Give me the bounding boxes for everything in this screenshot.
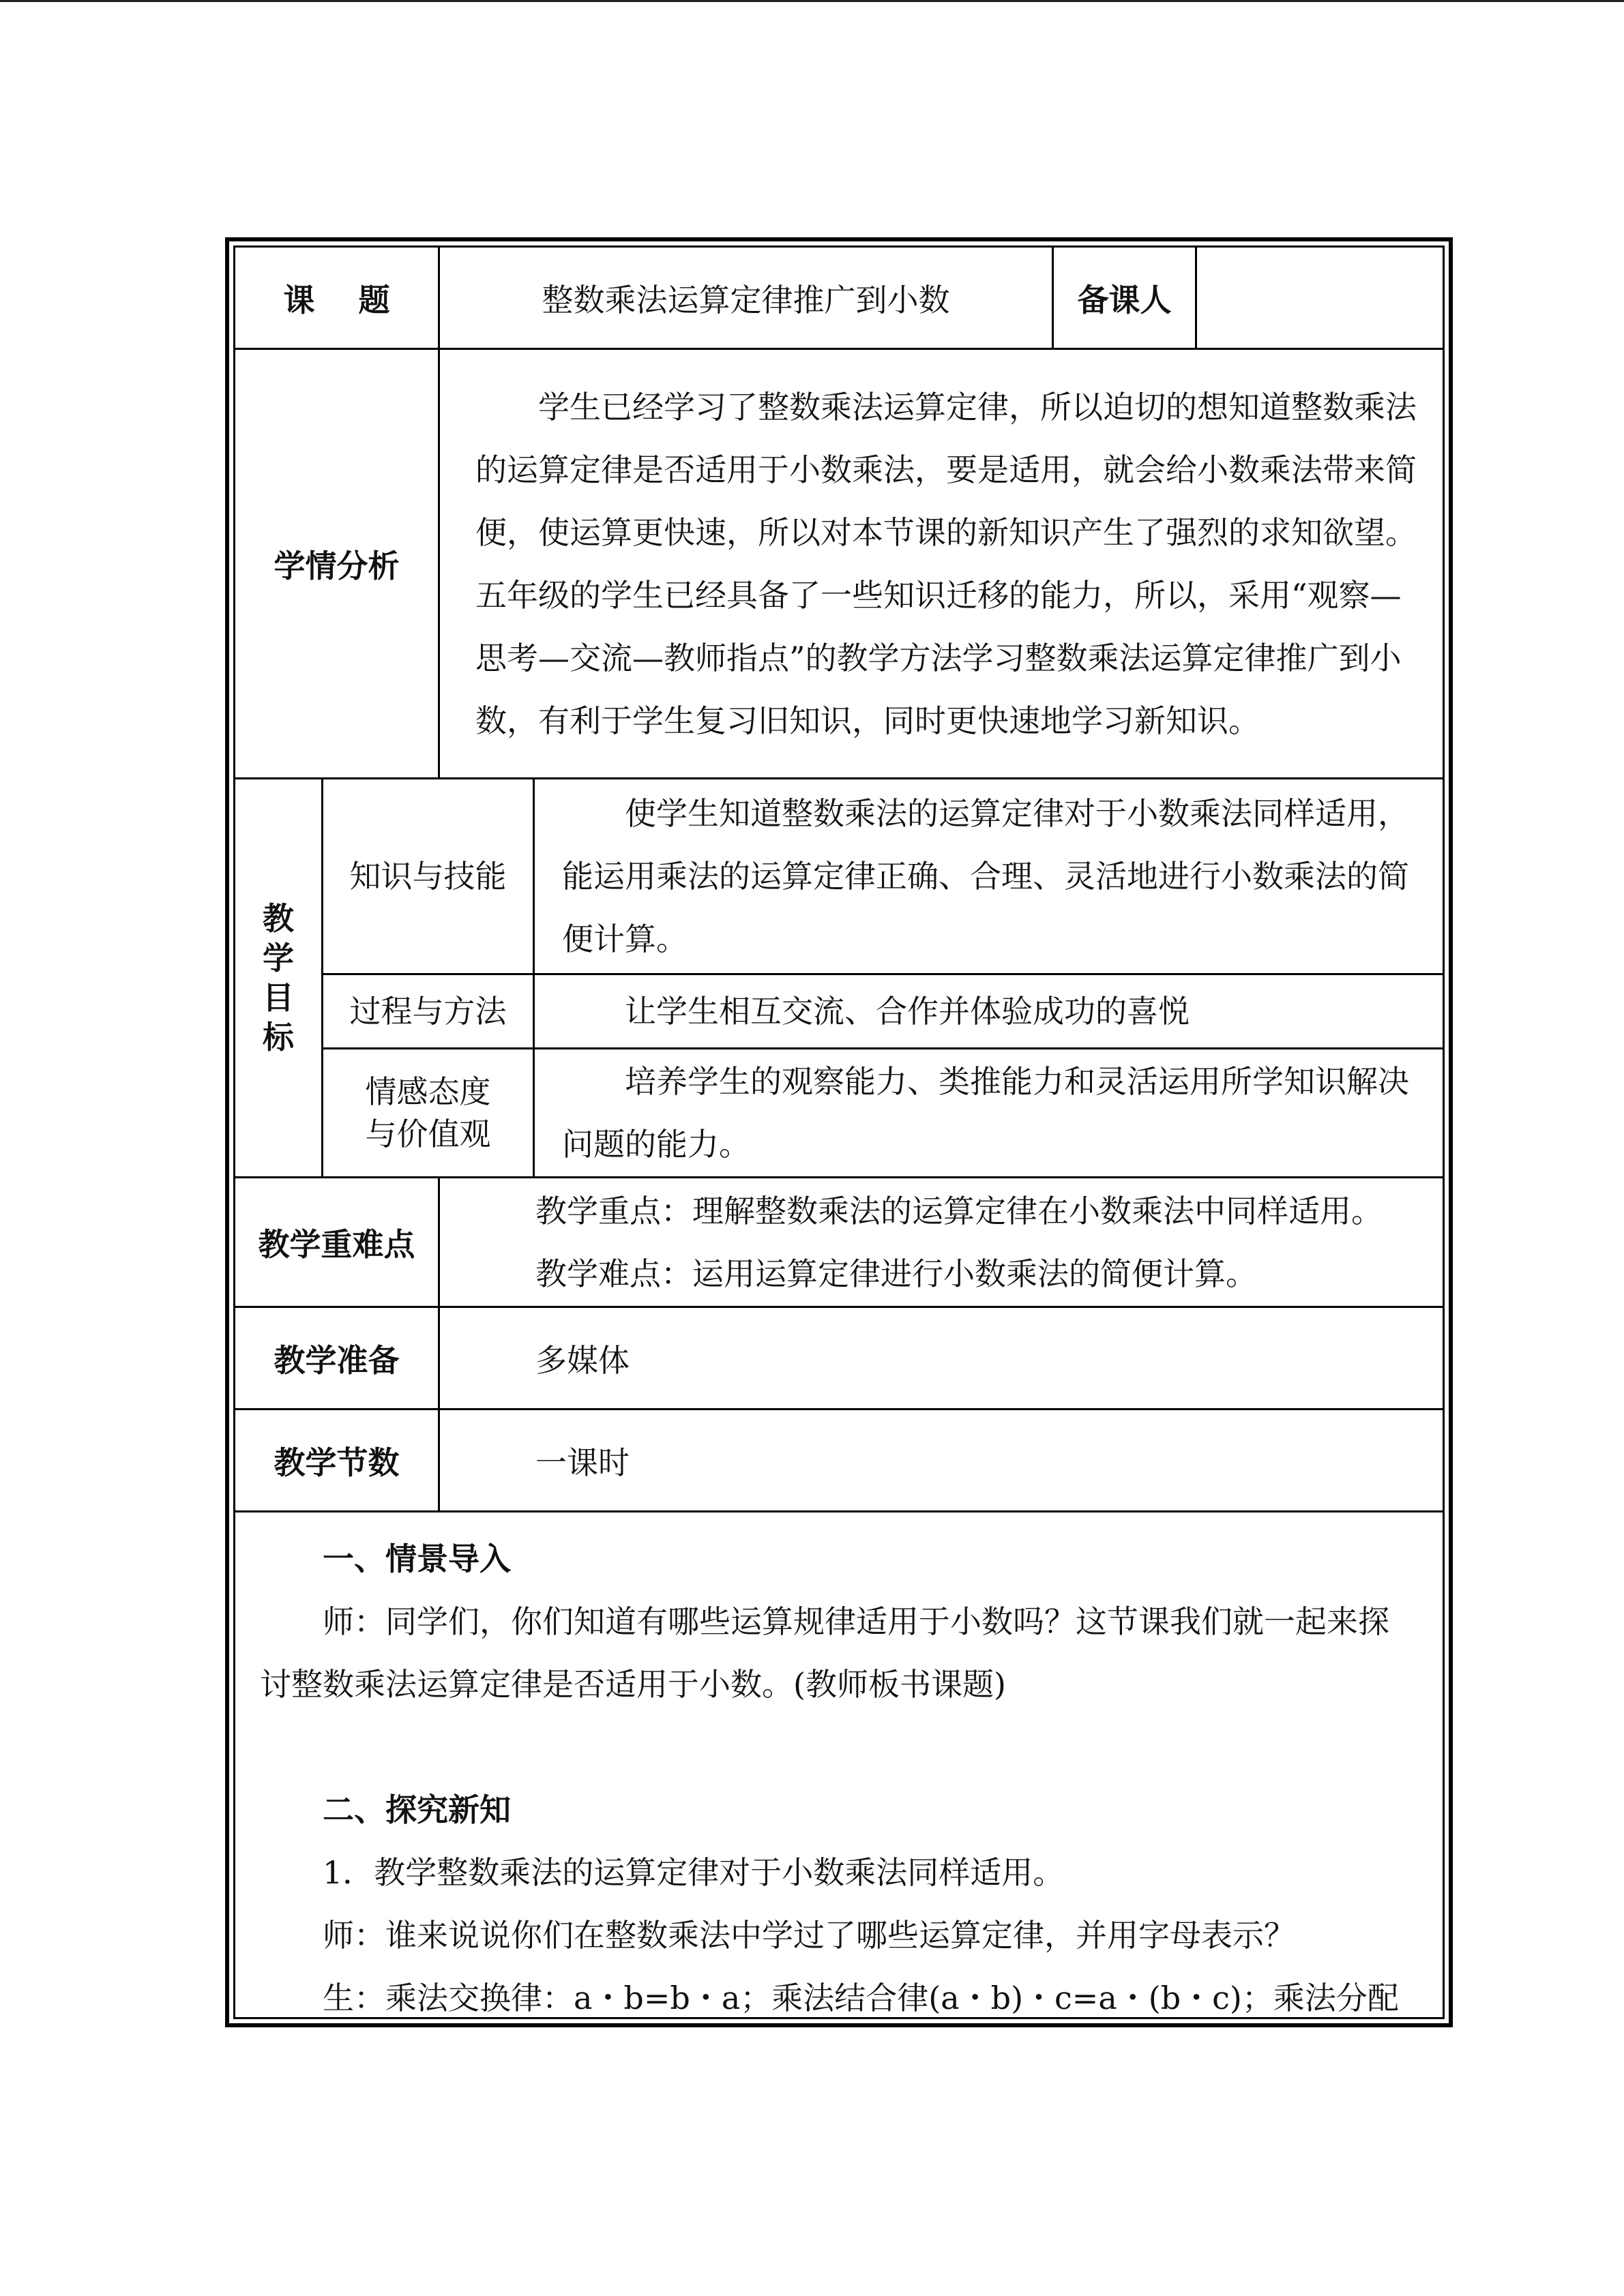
goal-text-cell (535, 1049, 1443, 1176)
goals-rows (323, 779, 1443, 1176)
goal-text: 培养学生的观察能力、类推能力和灵活运用所学知识解决问题的能力。 (562, 1063, 1409, 1163)
periods-label: 教学节数 (235, 1410, 440, 1510)
goals-label-char: 学 (263, 940, 294, 976)
goals-label (235, 779, 323, 1176)
goal-row-knowledge (323, 779, 1443, 975)
analysis-row (235, 350, 1443, 779)
goal-name (323, 1049, 535, 1176)
periods-row (235, 1410, 1443, 1512)
goals-label-char: 标 (263, 1019, 294, 1056)
lesson-plan-table (225, 237, 1453, 2027)
section-heading: 一、情景导入 (323, 1540, 511, 1577)
process-row (235, 1512, 1443, 2017)
process-paragraph: 师：同学们，你们知道有哪些运算规律适用于小数吗？这节课我们就一起来探讨整数乘法运算定律是否适用于小数。(教师板书课题) (260, 1603, 1389, 1703)
goal-text-cell (535, 975, 1443, 1047)
page-top-border (0, 0, 1624, 2)
goal-name-text: 情感态度与价值观 (365, 1073, 491, 1152)
periods-value: 一课时 (535, 1444, 630, 1481)
key-points-row (235, 1178, 1443, 1308)
process-paragraph: 师：谁来说说你们在整数乘法中学过了哪些运算定律，并用字母表示？ (323, 1917, 1295, 1954)
preparation-row (235, 1308, 1443, 1410)
goal-text-cell (535, 779, 1443, 973)
key-difficulty: 教学难点：运用运算定律进行小数乘法的简便计算。 (535, 1255, 1257, 1292)
section-heading: 二、探究新知 (323, 1791, 511, 1828)
lesson-plan-table-inner (233, 245, 1445, 2019)
key-points-cell (440, 1178, 1443, 1306)
preparation-label: 教学准备 (235, 1308, 440, 1408)
goal-name: 过程与方法 (323, 975, 535, 1047)
topic-label: 课 题 (235, 248, 440, 348)
preparer-value (1197, 248, 1443, 348)
goal-name: 知识与技能 (323, 779, 535, 973)
key-focus: 教学重点：理解整数乘法的运算定律在小数乘法中同样适用。 (535, 1193, 1383, 1229)
goal-row-process (323, 975, 1443, 1049)
goals-label-char: 目 (263, 979, 294, 1016)
process-paragraph: 1．教学整数乘法的运算定律对于小数乘法同样适用。 (323, 1854, 1065, 1891)
analysis-label: 学情分析 (235, 350, 440, 777)
topic-value: 整数乘法运算定律推广到小数 (440, 248, 1054, 348)
key-points-label: 教学重难点 (235, 1178, 440, 1306)
goals-label-char: 教 (263, 900, 294, 937)
process-cell (235, 1512, 1443, 2017)
preparer-label: 备课人 (1054, 248, 1197, 348)
analysis-cell (440, 350, 1443, 777)
blank-line (260, 1716, 1402, 1778)
goals-section (235, 779, 1443, 1178)
goal-row-attitude (323, 1049, 1443, 1176)
process-paragraph: 生：乘法交换律：a・b=b・a；乘法结合律(a・b)・c=a・(b・c)；乘法分配 (323, 1980, 1399, 2016)
goal-text: 使学生知道整数乘法的运算定律对于小数乘法同样适用，能运用乘法的运算定律正确、合理、灵活地进行小数乘法的简便计算。 (562, 795, 1409, 957)
analysis-text: 学生已经学习了整数乘法运算定律，所以迫切的想知道整数乘法的运算定律是否适用于小数乘法，要是适用，就会给小数乘法带来简便，使运算更快速，所以对本节课的新知识产生了强烈的求知欲望。五年级的学生已经具备了一些知识迁移的能力，所以，采用“观察—思考—交流—教师指点”的教学方法学习整数乘法运算定律推广到小数，有利于学生复习旧知识，同时更快速地学习新知识。 (475, 388, 1417, 739)
goal-text: 让学生相互交流、合作并体验成功的喜悦 (625, 993, 1190, 1030)
header-row (235, 248, 1443, 350)
preparation-value: 多媒体 (535, 1341, 630, 1379)
